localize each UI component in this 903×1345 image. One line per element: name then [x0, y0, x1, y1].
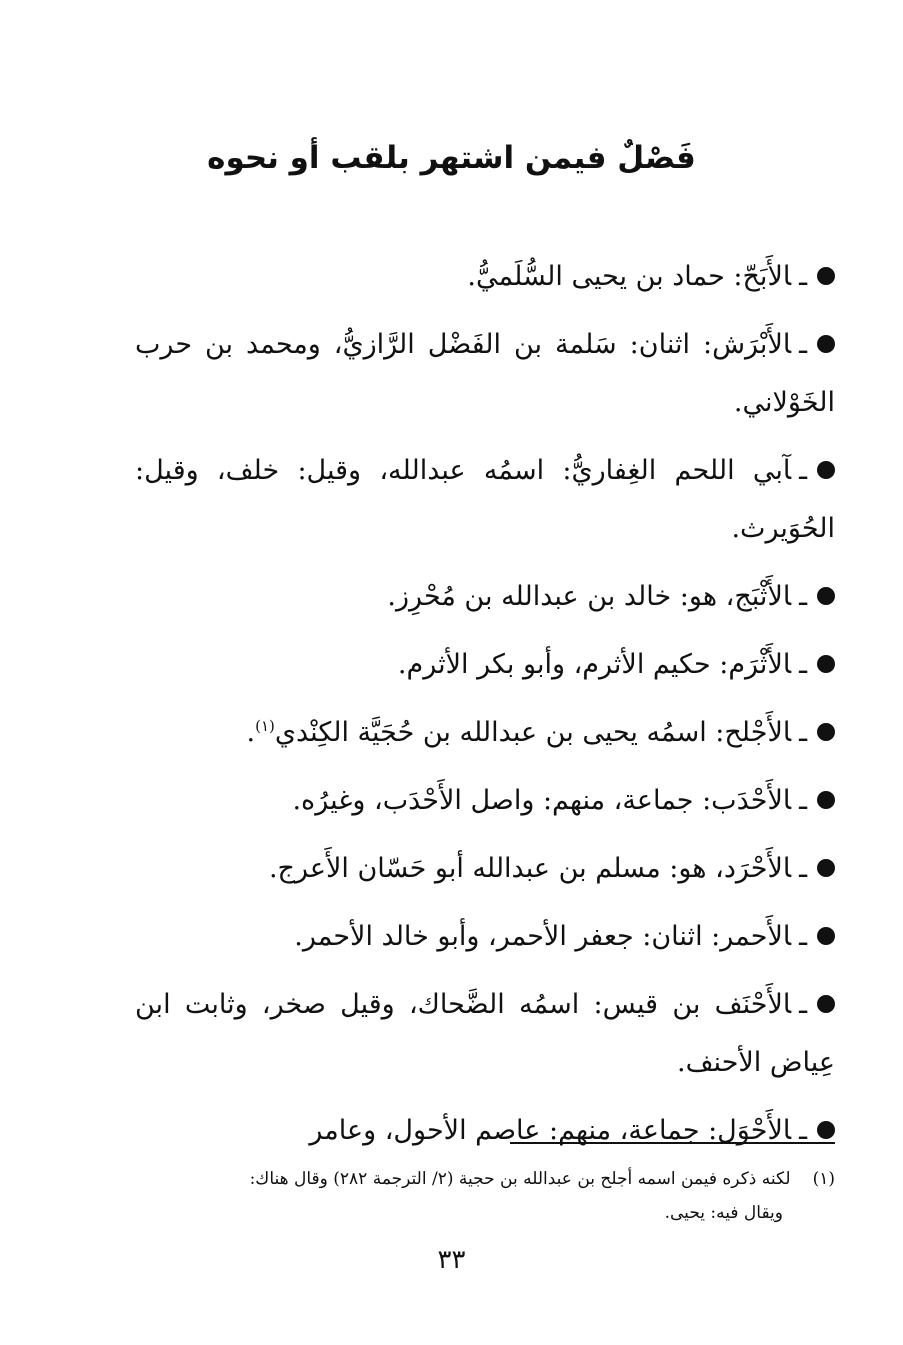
entry: [135, 248, 835, 306]
entry-text: الأَبَحّ: حماد بن يحيى السُّلَميُّ.: [467, 261, 792, 292]
dash: ـ: [799, 921, 807, 952]
page-number: ٣٣: [437, 1245, 466, 1275]
entry-text: الأَحْدَب: جماعة، منهم: واصل الأَحْدَب، وغيرُه.: [292, 785, 792, 816]
entry-text: آبي اللحم الغِفاريُّ: اسمُه عبدالله، وقيل: خلف، وقيل: الحُوَيرث.: [135, 455, 835, 544]
footnote-line-1: لكنه ذكره فيمن اسمه أجلح بن عبدالله بن حجية (٢/ الترجمة ٢٨٢) وقال هناك:: [249, 1169, 791, 1189]
entry: [135, 976, 835, 1092]
dash: ـ: [799, 1115, 807, 1146]
entry-text: الأَجْلح: اسمُه يحيى بن عبدالله بن حُجَيَّة الكِنْدي: [274, 717, 792, 748]
bullet-icon: [817, 335, 835, 353]
entry-text: الأَحْنَف بن قيس: اسمُه الضَّحاك، وقيل صخر، وثابت ابن عِياض الأحنف.: [135, 989, 835, 1078]
dash: ـ: [799, 853, 807, 884]
dash: ـ: [799, 717, 807, 748]
dash: ـ: [799, 581, 807, 612]
entry-text: الأَحمر: اثنان: جعفر الأحمر، وأبو خالد الأحمر.: [294, 921, 792, 952]
bullet-icon: [817, 587, 835, 605]
entry: [135, 704, 835, 762]
dash: ـ: [799, 649, 807, 680]
bullet-icon: [817, 791, 835, 809]
entry-text: الأَثْبَج، هو: خالد بن عبدالله بن مُحْرِز.: [387, 581, 792, 612]
dash: ـ: [799, 329, 807, 360]
bullet-icon: [817, 723, 835, 741]
dash: ـ: [799, 785, 807, 816]
footnote: [135, 1162, 835, 1230]
dash: ـ: [799, 261, 807, 292]
entry-text: الأَحْرَد، هو: مسلم بن عبدالله أبو حَسّان الأَعرج.: [268, 853, 792, 884]
footnote-number: (١): [812, 1169, 835, 1189]
bullet-icon: [817, 655, 835, 673]
bullet-icon: [817, 1121, 835, 1139]
entry: [135, 636, 835, 694]
footnote-reference[interactable]: (١): [255, 717, 275, 735]
footnote-divider: [510, 1142, 835, 1144]
entry: [135, 840, 835, 898]
entry: [135, 316, 835, 432]
entry-text: الأَثْرَم: حكيم الأثرم، وأبو بكر الأثرم.: [397, 649, 792, 680]
entry: [135, 1102, 835, 1160]
bullet-icon: [817, 267, 835, 285]
footnote-line-2: ويقال فيه: يحيى.: [664, 1203, 783, 1223]
bullet-icon: [817, 461, 835, 479]
entry-end-punctuation: .: [246, 717, 256, 748]
bullet-icon: [817, 927, 835, 945]
dash: ـ: [799, 989, 807, 1020]
entries-list: [135, 248, 835, 1170]
dash: ـ: [799, 455, 807, 486]
entry: [135, 568, 835, 626]
entry: [135, 772, 835, 830]
entry-text: الأَبْرَش: اثنان: سَلمة بن الفَضْل الرَّازيُّ، ومحمد بن حرب الخَوْلاني.: [135, 329, 835, 418]
entry: [135, 908, 835, 966]
section-title: فَصْلٌ فيمن اشتهر بلقب أو نحوه: [207, 140, 696, 176]
entry-text: الأَحْوَل: جماعة، منهم: عاصم الأحول، وعامر: [309, 1115, 792, 1146]
bullet-icon: [817, 995, 835, 1013]
bullet-icon: [817, 859, 835, 877]
entry: [135, 442, 835, 558]
